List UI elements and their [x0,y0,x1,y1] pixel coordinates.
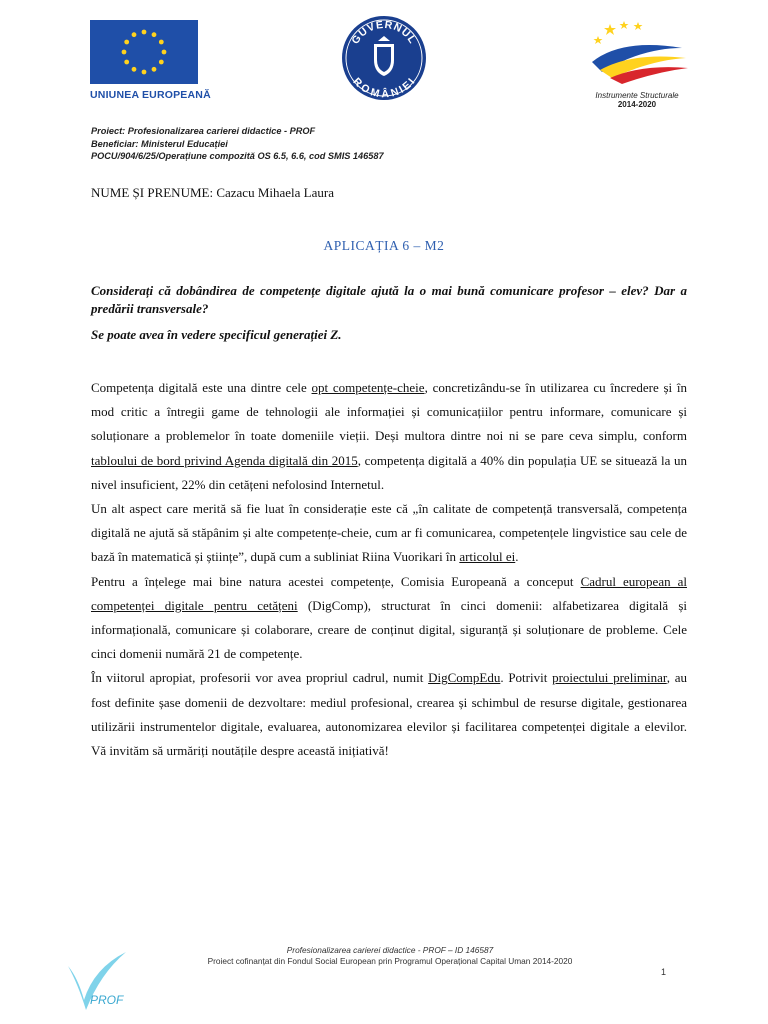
text-run: , au fost definite șase domenii de dezvoltare: mediul profesional, crearea și schimbul de resurse digitale, gestionarea utilizării instrumentelor digitale, evaluarea, autonomizarea elevilor și facilitarea competenței digitale a elevilor. Vă invităm să urmăriți noutățile despre această inițiativă! [91,670,687,759]
paragraph-4 [91,666,687,763]
paragraph-1 [91,376,687,497]
text-run: În viitorul apropiat, profesorii vor avea propriul cadrul, numit [91,670,429,686]
text-run: , concretizându-se în utilizarea cu încredere și în mod critic a întregii game de tehnologii ale informației și comunicațiilor pentru informare, comunicare și soluționare a problemelor în toate domeniile vieții. Deși multora dintre noi ni se pare ceva simplu, conform [91,380,687,444]
link-article[interactable]: articolul ei [459,549,516,565]
text-run: (DigComp), structurat în cinci domenii: alfabetizarea digitală și informațională, comunicare și colaborare, creare de conținut digital, siguranță și soluționare de probleme. Cele cinci domenii numără 21 de competențe. [91,597,687,662]
svg-text:GUVERNUL: GUVERNUL [349,18,419,47]
student-name: NUME ȘI PRENUME: Cazacu Mihaela Laura [91,185,334,200]
text-run: , competența digitală a 40% din populația UE se situează la un nivel insuficient, 22% din cetățeni nefolosind Internetul. [91,452,687,492]
text-run: Competența digitală este una dintre cele [91,380,312,395]
svg-text:ROMÂNIEI: ROMÂNIEI [350,75,418,101]
question-text: Considerați că dobândirea de competențe digitale ajută la o mai bună comunicare profesor – elev? Dar a predării transversale? [91,283,687,316]
text-run: Un alt aspect care merită să fie luat în considerație este că „în calitate de competență transversală, competența digitală ne ajută să stăpânim și alte competențe-cheie, cum ar fi comunicarea, competențele lingvistice sau cele de bază în matematică și științe”, după cum a subliniat Riina Vuorikari în [91,501,687,565]
project-line: Proiect: Profesionalizarea carierei didactice - PROF [91,126,316,136]
prof-logo-text: PROF [90,993,124,1007]
link-digcompedu[interactable]: DigCompEdu [428,670,501,686]
question-note: Se poate avea în vedere specificul generației Z. [91,327,342,342]
project-code-line: POCU/904/6/25/Operațiune compozită OS 6.5, 6.6, cod SMIS 146587 [91,151,384,161]
text-run: Pentru a înțelege mai bine natura acestei competențe, Comisia Europeană a conceput [91,573,581,589]
eu-logo [90,20,211,104]
structural-instruments-label: Instrumente Structurale [595,91,679,100]
question-block [91,282,687,344]
link-key-competences[interactable]: opt competențe-cheie [311,380,425,395]
structural-instruments-years: 2014-2020 [617,100,657,109]
eu-flag-icon [90,20,198,84]
text-run: . [515,549,519,565]
beneficiary-line: Beneficiar: Ministerul Educației [91,138,228,149]
eu-label: UNIUNEA EUROPEANĂ [90,89,211,101]
footer-project: Profesionalizarea carierei didactice - PROF – ID 146587 [286,945,494,955]
paragraph-2 [91,497,687,570]
footer-funding: Proiect cofinanțat din Fondul Social European prin Programul Operațional Capital Uman 2014-2020 [207,956,573,966]
structural-instruments-logo [582,18,692,110]
footer [130,945,650,967]
paragraph-3 [91,570,687,667]
prof-check-icon [64,948,134,1018]
page-number: 1 [661,967,667,977]
document-body [91,376,687,763]
government-seal-logo [340,14,428,102]
link-preliminary-project[interactable]: proiectului preliminar [552,670,667,686]
page-title: APLICAȚIA 6 – M2 [323,238,445,253]
structural-instruments-icon [582,18,692,86]
project-info [91,125,384,163]
link-digcomp-framework[interactable]: Cadrul european al competenței digitale pentru cetățeni [91,573,687,613]
prof-logo [64,948,134,1018]
text-run: . Potrivit [500,670,553,686]
link-digital-agenda-scoreboard[interactable]: tabloului de bord privind Agenda digitală din 2015 [91,452,358,468]
